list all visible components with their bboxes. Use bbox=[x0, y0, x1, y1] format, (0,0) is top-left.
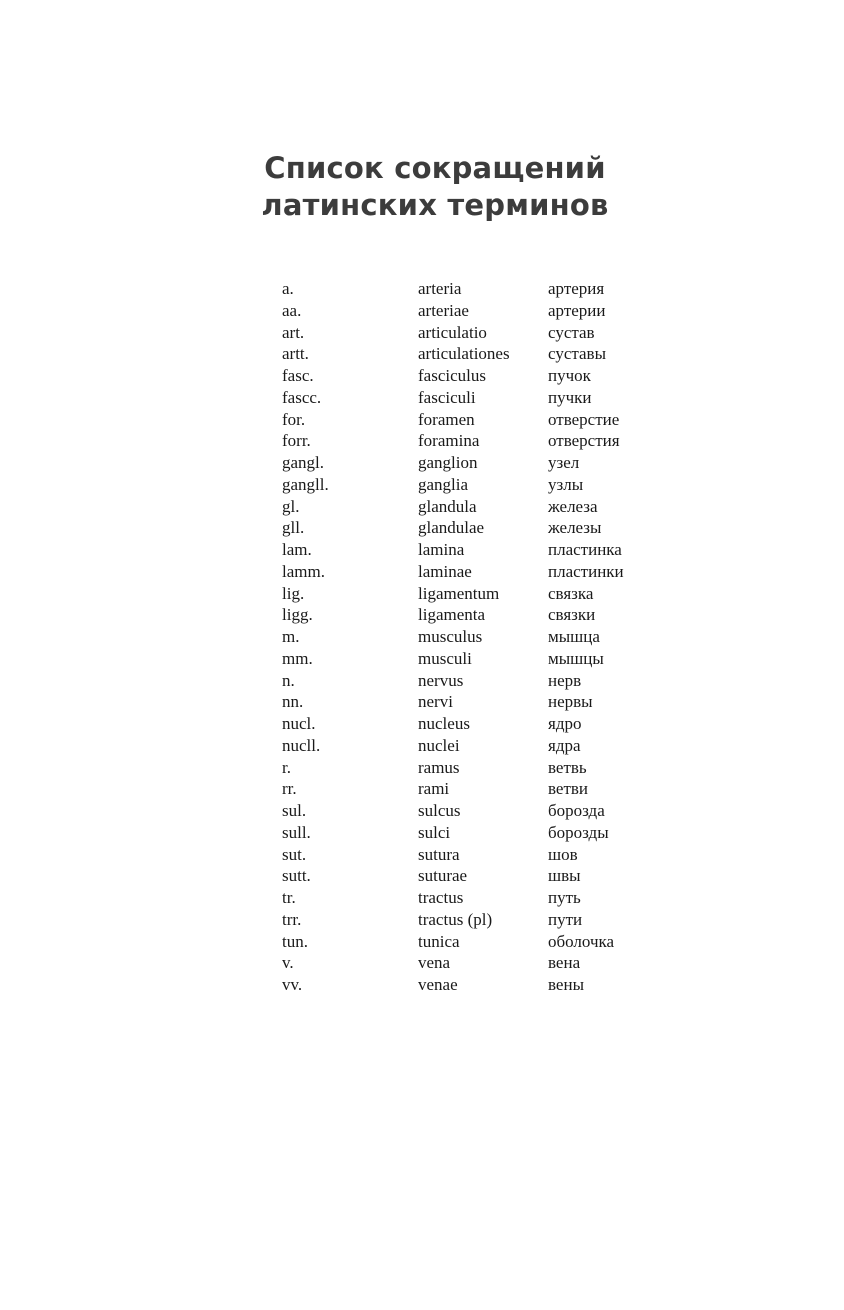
latin-term-cell: nervus bbox=[418, 670, 464, 690]
abbreviation-cell: sut. bbox=[282, 844, 307, 864]
table-row bbox=[282, 430, 682, 452]
abbreviation-cell: sul. bbox=[282, 801, 307, 820]
russian-term-cell: шов bbox=[548, 844, 578, 864]
table-row bbox=[282, 735, 682, 757]
abbreviation-cell: lam. bbox=[282, 540, 312, 559]
latin-term-cell: ramus bbox=[418, 757, 460, 777]
abbreviation-cell: fasc. bbox=[282, 366, 314, 385]
table-row bbox=[282, 561, 682, 583]
latin-term-cell: arteria bbox=[418, 279, 462, 298]
table-row bbox=[282, 300, 682, 322]
russian-term-cell: сустав bbox=[548, 322, 595, 342]
table-row bbox=[282, 909, 682, 931]
table-row bbox=[282, 757, 682, 779]
latin-term-cell: ligamenta bbox=[418, 605, 486, 625]
abbreviation-cell: for. bbox=[282, 409, 306, 429]
latin-term-cell: articulationes bbox=[418, 344, 510, 364]
table-row bbox=[282, 626, 682, 648]
table-row bbox=[282, 974, 682, 996]
russian-term-cell: вена bbox=[548, 953, 581, 973]
page-title-line-2: латинских терминов bbox=[261, 188, 609, 222]
table-row bbox=[282, 800, 682, 822]
latin-term-cell: nervi bbox=[418, 692, 453, 712]
abbreviation-cell: ligg. bbox=[282, 605, 313, 625]
table-row bbox=[282, 322, 682, 344]
latin-term-cell: articulatio bbox=[418, 322, 487, 342]
latin-term-cell: ganglia bbox=[418, 474, 469, 494]
abbreviation-cell: trr. bbox=[282, 909, 302, 929]
abbreviation-cell: fascc. bbox=[282, 387, 322, 407]
abbreviation-cell: lamm. bbox=[282, 561, 325, 581]
russian-term-cell: железа bbox=[548, 496, 598, 516]
latin-term-cell: musculus bbox=[418, 627, 483, 646]
abbreviation-cell: sull. bbox=[282, 822, 311, 842]
table-row bbox=[282, 365, 682, 387]
abbreviation-cell: sutt. bbox=[282, 866, 311, 886]
table-row bbox=[282, 713, 682, 735]
table-row bbox=[282, 474, 682, 496]
russian-term-cell: борозды bbox=[548, 822, 609, 842]
russian-term-cell: нерв bbox=[548, 670, 582, 690]
table-row bbox=[282, 278, 682, 300]
russian-term-cell: пучок bbox=[548, 366, 591, 385]
russian-term-cell: ветвь bbox=[548, 757, 587, 777]
abbreviation-cell: nucll. bbox=[282, 735, 321, 755]
abbreviation-cell: forr. bbox=[282, 431, 311, 451]
abbreviation-cell: gl. bbox=[282, 496, 300, 516]
table-row bbox=[282, 778, 682, 800]
table-row bbox=[282, 648, 682, 670]
russian-term-cell: пластинки bbox=[548, 561, 624, 581]
latin-term-cell: laminae bbox=[418, 561, 472, 581]
russian-term-cell: пути bbox=[548, 909, 583, 929]
page-title bbox=[0, 150, 844, 224]
abbreviation-cell: gll. bbox=[282, 518, 305, 538]
abbreviation-cell: m. bbox=[282, 627, 300, 646]
russian-term-cell: путь bbox=[548, 888, 581, 907]
latin-term-cell: glandula bbox=[418, 496, 477, 516]
russian-term-cell: артерии bbox=[548, 300, 606, 320]
latin-term-cell: suturae bbox=[418, 866, 468, 886]
abbreviation-cell: tr. bbox=[282, 888, 296, 907]
latin-term-cell: tractus bbox=[418, 888, 464, 907]
russian-term-cell: оболочка bbox=[548, 931, 615, 951]
russian-term-cell: узлы bbox=[548, 474, 584, 494]
table-row bbox=[282, 952, 682, 974]
latin-term-cell: glandulae bbox=[418, 518, 485, 538]
abbreviation-cell: nn. bbox=[282, 692, 304, 712]
latin-term-cell: tunica bbox=[418, 931, 460, 951]
russian-term-cell: суставы bbox=[548, 344, 606, 364]
russian-term-cell: мышцы bbox=[548, 648, 604, 668]
abbreviation-cell: gangll. bbox=[282, 474, 329, 494]
abbreviation-cell: v. bbox=[282, 953, 294, 973]
russian-term-cell: ядра bbox=[548, 735, 581, 755]
abbreviation-cell: a. bbox=[282, 279, 294, 298]
russian-term-cell: мышца bbox=[548, 627, 600, 646]
latin-term-cell: sulcus bbox=[418, 801, 461, 820]
table-row bbox=[282, 691, 682, 713]
table-row bbox=[282, 517, 682, 539]
abbreviation-cell: mm. bbox=[282, 648, 313, 668]
table-row bbox=[282, 844, 682, 866]
latin-term-cell: foramen bbox=[418, 409, 475, 429]
latin-term-cell: ganglion bbox=[418, 453, 478, 472]
table-row bbox=[282, 387, 682, 409]
russian-term-cell: швы bbox=[548, 866, 581, 886]
abbreviation-cell: tun. bbox=[282, 931, 308, 951]
latin-term-cell: sulci bbox=[418, 822, 451, 842]
latin-term-cell: musculi bbox=[418, 648, 472, 668]
table-row bbox=[282, 670, 682, 692]
abbreviation-cell: r. bbox=[282, 757, 291, 777]
abbreviation-cell: art. bbox=[282, 322, 305, 342]
table-row bbox=[282, 583, 682, 605]
russian-term-cell: ветви bbox=[548, 779, 589, 799]
latin-term-cell: lamina bbox=[418, 540, 465, 559]
russian-term-cell: пластинка bbox=[548, 540, 622, 559]
latin-term-cell: fasciculus bbox=[418, 366, 486, 385]
table-row bbox=[282, 539, 682, 561]
russian-term-cell: нервы bbox=[548, 692, 593, 712]
table-row bbox=[282, 931, 682, 953]
table-row bbox=[282, 343, 682, 365]
latin-term-cell: nucleus bbox=[418, 714, 470, 733]
abbreviations-table bbox=[282, 278, 682, 996]
page-title-line-1: Список сокращений bbox=[264, 151, 606, 185]
abbreviation-cell: rr. bbox=[282, 779, 297, 799]
latin-term-cell: sutura bbox=[418, 844, 460, 864]
abbreviation-cell: nucl. bbox=[282, 714, 316, 733]
table-row bbox=[282, 409, 682, 431]
abbreviation-cell: n. bbox=[282, 670, 295, 690]
table-row bbox=[282, 452, 682, 474]
table-row bbox=[282, 604, 682, 626]
latin-term-cell: rami bbox=[418, 779, 450, 799]
latin-term-cell: nuclei bbox=[418, 735, 460, 755]
table-row bbox=[282, 496, 682, 518]
abbreviation-cell: vv. bbox=[282, 975, 303, 994]
abbreviation-cell: lig. bbox=[282, 583, 305, 603]
russian-term-cell: вены bbox=[548, 975, 584, 994]
latin-term-cell: fasciculi bbox=[418, 387, 476, 407]
abbreviation-cell: gangl. bbox=[282, 453, 325, 472]
russian-term-cell: связка bbox=[548, 583, 594, 603]
russian-term-cell: пучки bbox=[548, 387, 592, 407]
abbreviation-cell: artt. bbox=[282, 344, 309, 364]
table-row bbox=[282, 865, 682, 887]
latin-term-cell: ligamentum bbox=[418, 583, 500, 603]
table-row bbox=[282, 822, 682, 844]
russian-term-cell: железы bbox=[548, 518, 602, 538]
russian-term-cell: отверстия bbox=[548, 431, 620, 451]
russian-term-cell: связки bbox=[548, 605, 596, 625]
russian-term-cell: борозда bbox=[548, 801, 605, 820]
latin-term-cell: tractus (pl) bbox=[418, 909, 493, 929]
russian-term-cell: ядро bbox=[548, 714, 582, 733]
russian-term-cell: артерия bbox=[548, 279, 605, 298]
latin-term-cell: foramina bbox=[418, 431, 480, 451]
latin-term-cell: vena bbox=[418, 953, 451, 973]
russian-term-cell: отверстие bbox=[548, 409, 620, 429]
russian-term-cell: узел bbox=[548, 453, 580, 472]
table-row bbox=[282, 887, 682, 909]
latin-term-cell: venae bbox=[418, 975, 458, 994]
abbreviation-cell: aa. bbox=[282, 300, 302, 320]
latin-term-cell: arteriae bbox=[418, 300, 469, 320]
